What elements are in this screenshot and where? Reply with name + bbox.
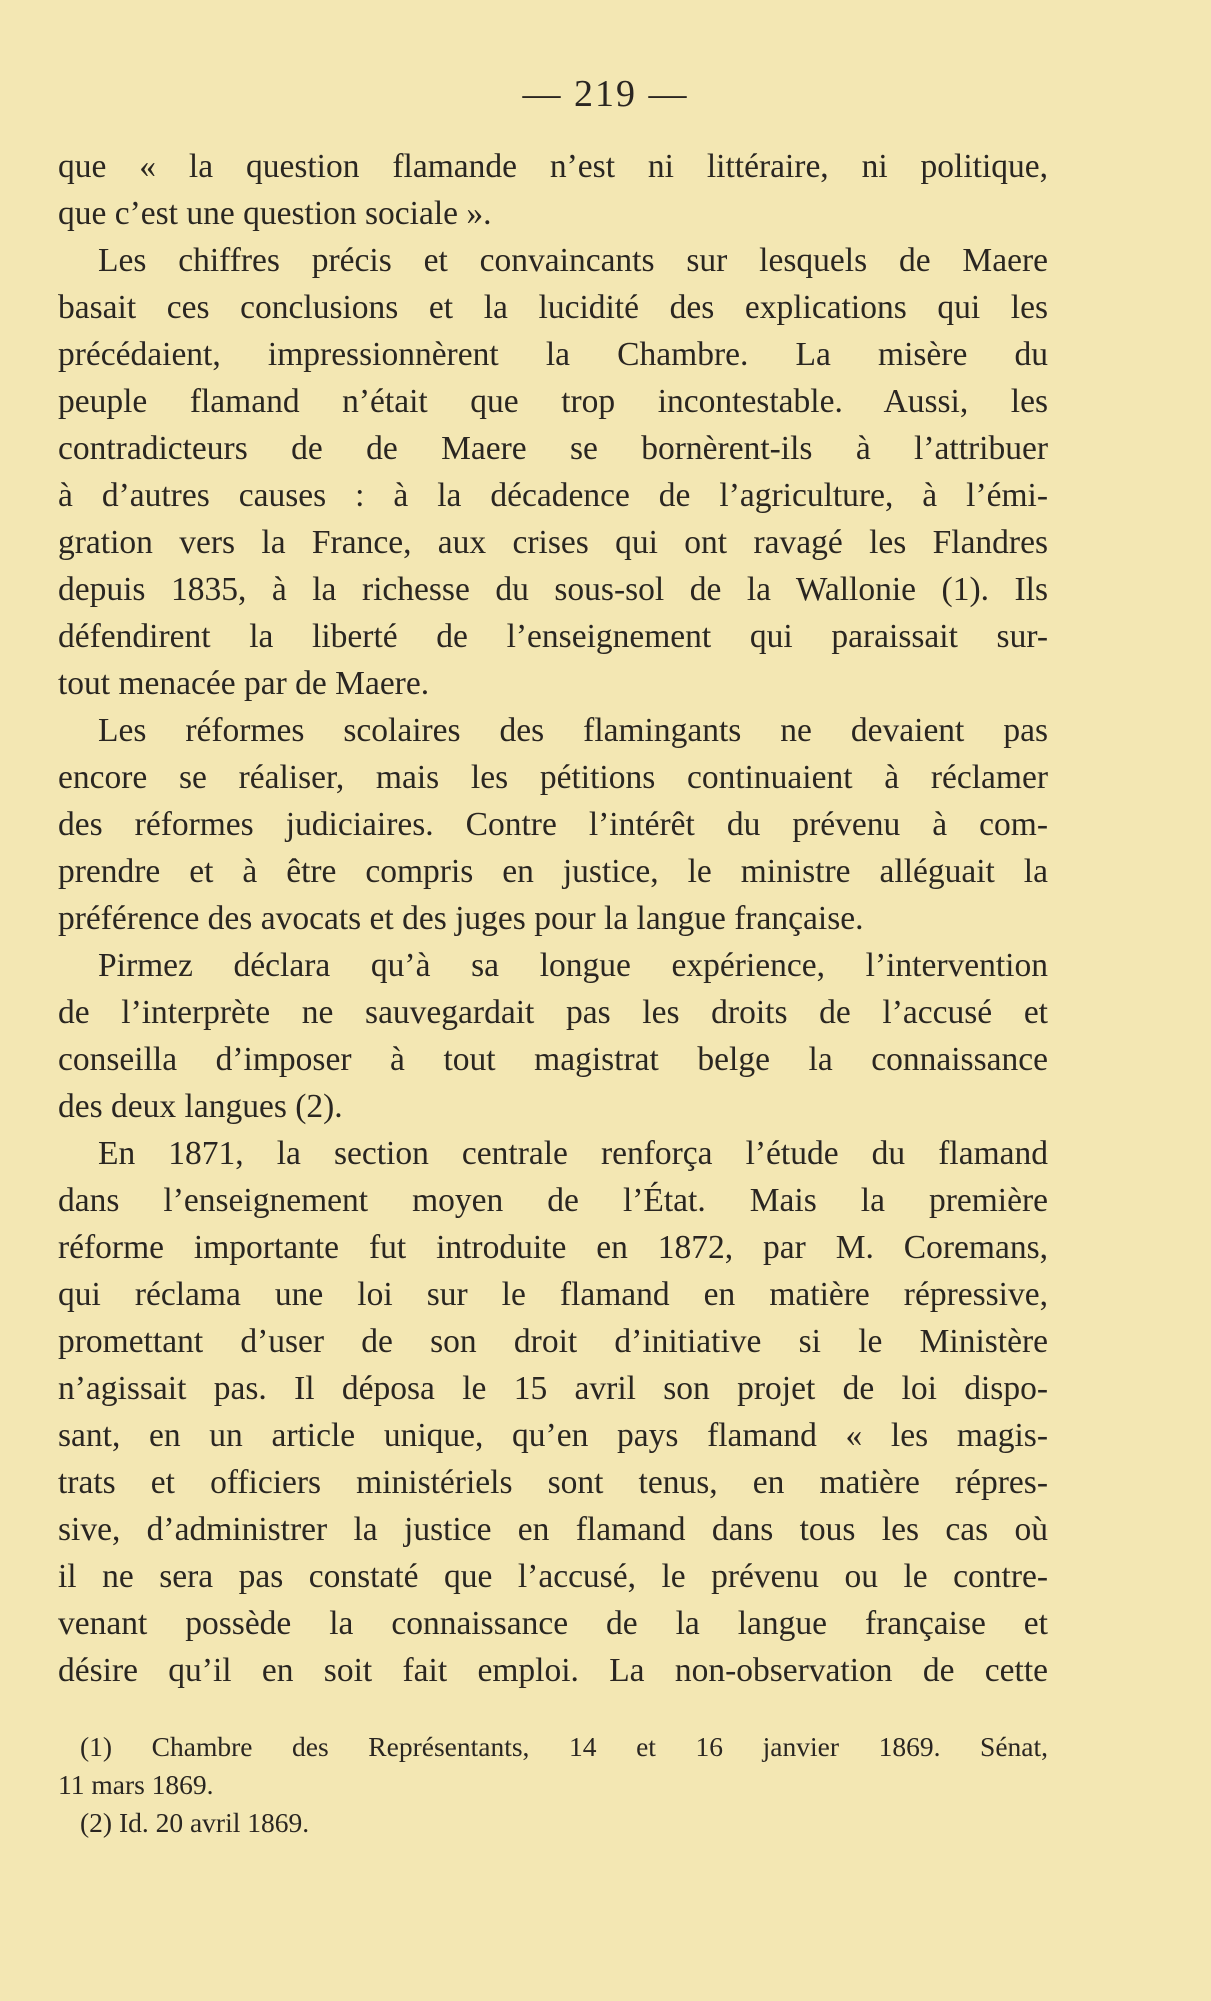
text-line: des deux langues (2). — [58, 1088, 343, 1125]
text-line: Pirmez déclara qu’à sa longue expérience, l’intervention — [98, 947, 1048, 984]
footnote-line: (2) Id. 20 avril 1869. — [80, 1807, 310, 1838]
text-line: Les réformes scolaires des flamingants ne devaient pas — [98, 712, 1048, 749]
text-line: gration vers la France, aux crises qui ont ravagé les Flandres — [58, 524, 1048, 561]
text-line: que c’est une question sociale ». — [58, 195, 492, 232]
text-line: tout menacée par de Maere. — [58, 665, 430, 702]
text-line: En 1871, la section centrale renforça l’étude du flamand — [98, 1135, 1048, 1172]
text-line: promettant d’user de son droit d’initiative si le Ministère — [58, 1323, 1048, 1360]
text-line: désire qu’il en soit fait emploi. La non-observation de cette — [58, 1652, 1048, 1689]
text-line: sive, d’administrer la justice en flamand dans tous les cas où — [58, 1511, 1048, 1548]
text-line: dans l’enseignement moyen de l’État. Mais la première — [58, 1182, 1048, 1219]
text-line: de l’interprète ne sauvegardait pas les droits de l’accusé et — [58, 994, 1048, 1031]
text-line: peuple flamand n’était que trop incontestable. Aussi, les — [58, 383, 1048, 420]
text-line: des réformes judiciaires. Contre l’intérêt du prévenu à com- — [58, 806, 1048, 843]
text-line: contradicteurs de de Maere se bornèrent-ils à l’attribuer — [58, 430, 1048, 467]
page-number: — 219 — — [522, 73, 689, 115]
body-text — [58, 143, 1048, 1694]
text-line: venant possède la connaissance de la langue française et — [58, 1605, 1048, 1642]
text-line: trats et officiers ministériels sont tenus, en matière répres- — [58, 1464, 1048, 1501]
text-line: réforme importante fut introduite en 1872, par M. Coremans, — [58, 1229, 1048, 1266]
footnote-line: 11 mars 1869. — [58, 1769, 214, 1800]
text-line: n’agissait pas. Il déposa le 15 avril son projet de loi dispo- — [58, 1370, 1048, 1407]
text-line: il ne sera pas constaté que l’accusé, le prévenu ou le contre- — [58, 1558, 1048, 1595]
text-line: que « la question flamande n’est ni littéraire, ni politique, — [58, 148, 1048, 185]
text-line: conseilla d’imposer à tout magistrat belge la connaissance — [58, 1041, 1048, 1078]
text-line: à d’autres causes : à la décadence de l’agriculture, à l’émi- — [58, 477, 1048, 514]
text-line: depuis 1835, à la richesse du sous-sol de la Wallonie (1). Ils — [58, 571, 1048, 608]
text-line: défendirent la liberté de l’enseignement qui paraissait sur- — [58, 618, 1048, 655]
text-line: sant, en un article unique, qu’en pays flamand « les magis- — [58, 1417, 1048, 1454]
text-line: qui réclama une loi sur le flamand en matière répressive, — [58, 1276, 1048, 1313]
text-line: précédaient, impressionnèrent la Chambre. La misère du — [58, 336, 1048, 373]
footnotes — [58, 1728, 1048, 1842]
text-line: préférence des avocats et des juges pour la langue française. — [58, 900, 864, 937]
text-line: basait ces conclusions et la lucidité des explications qui les — [58, 289, 1048, 326]
text-line: encore se réaliser, mais les pétitions continuaient à réclamer — [58, 759, 1048, 796]
text-line: Les chiffres précis et convaincants sur lesquels de Maere — [98, 242, 1048, 279]
text-line: prendre et à être compris en justice, le ministre alléguait la — [58, 853, 1048, 890]
footnote-line: (1) Chambre des Représentants, 14 et 16 janvier 1869. Sénat, — [80, 1731, 1048, 1762]
